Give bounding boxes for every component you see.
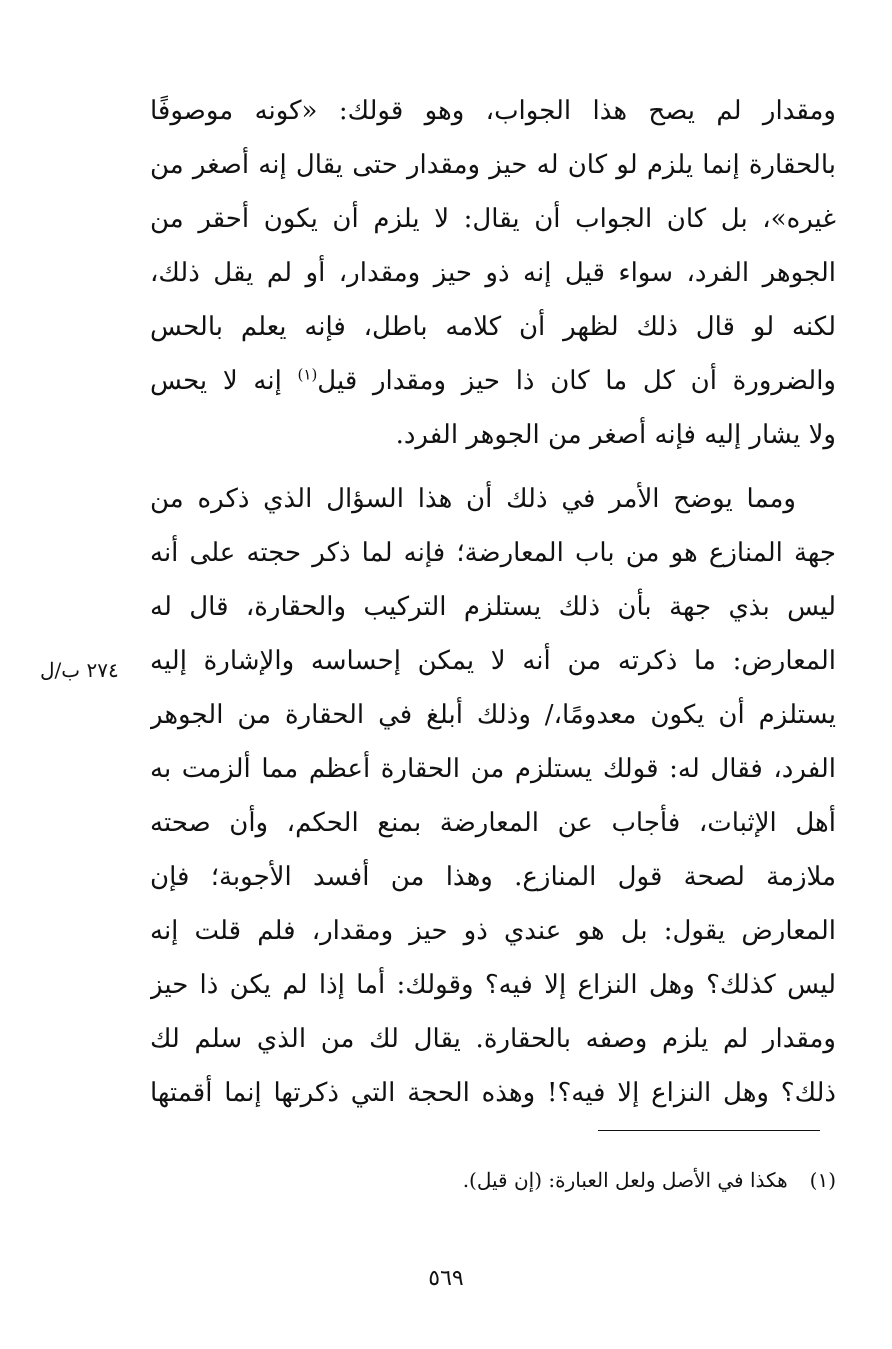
manuscript-folio-note: ٢٧٤ ب/ل [40,658,119,682]
text-line: الفرد، فقال له: قولك يستلزم من الحقارة أعظم مما ألزمت به [150,754,836,784]
footnote-reference: (١) [297,365,318,384]
text-line: ليس بذي جهة بأن ذلك يستلزم التركيب والحقارة، قال له [150,592,836,622]
footnote [180,1168,836,1192]
footnote-divider [598,1130,820,1131]
text-line: ولا يشار إليه فإنه أصغر من الجوهر الفرد. [395,420,836,450]
text-line: ذلك؟ وهل النزاع إلا فيه؟! وهذه الحجة التي ذكرتها إنما أقمتها [150,1078,836,1108]
text-line-with-footnote-ref [150,354,836,408]
text-line: ومقدار لم يلزم وصفه بالحقارة. يقال لك من الذي سلم لك [150,1024,836,1054]
text-line: غيره»، بل كان الجواب أن يقال: لا يلزم أن يكون أحقر من [150,204,836,234]
text-line: المعارض يقول: بل هو عندي ذو حيز ومقدار، فلم قلت إنه [150,916,836,946]
text-line: لكنه لو قال ذلك لظهر أن كلامه باطل، فإنه يعلم بالحس [150,312,836,342]
text-line: ليس كذلك؟ وهل النزاع إلا فيه؟ وقولك: أما إذا لم يكن ذا حيز [150,970,836,1000]
text-line: ومما يوضح الأمر في ذلك أن هذا السؤال الذي ذكره من [150,484,796,514]
footnote-text: هكذا في الأصل ولعل العبارة: (إن قيل). [462,1168,788,1192]
text-line: ومقدار لم يصح هذا الجواب، وهو قولك: «كونه موصوفًا [150,96,836,126]
text-line: يستلزم أن يكون معدومًا،/ وذلك أبلغ في الحقارة من الجوهر [150,700,836,730]
text-line: أهل الإثبات، فأجاب عن المعارضة بمنع الحكم، وأن صحته [150,808,836,838]
page-number: ٥٦٩ [428,1266,464,1291]
main-text-block [150,84,836,1120]
text-segment: والضرورة أن كل ما كان ذا حيز ومقدار قيل [317,366,836,396]
text-line: الجوهر الفرد، سواء قيل إنه ذو حيز ومقدار، أو لم يقل ذلك، [150,258,836,288]
paragraph-2 [150,472,836,1120]
footnote-number: (١) [809,1168,836,1192]
text-line: بالحقارة إنما يلزم لو كان له حيز ومقدار حتى يقال إنه أصغر من [150,150,836,180]
text-line: المعارض: ما ذكرته من أنه لا يمكن إحساسه والإشارة إليه [150,646,836,676]
paragraph-1 [150,84,836,462]
text-line: جهة المنازع هو من باب المعارضة؛ فإنه لما ذكر حجته على أنه [150,538,836,568]
paragraph-gap [150,462,836,472]
text-line: ملازمة لصحة قول المنازع. وهذا من أفسد الأجوبة؛ فإن [150,862,836,892]
text-segment: إنه لا يحس [150,366,298,396]
